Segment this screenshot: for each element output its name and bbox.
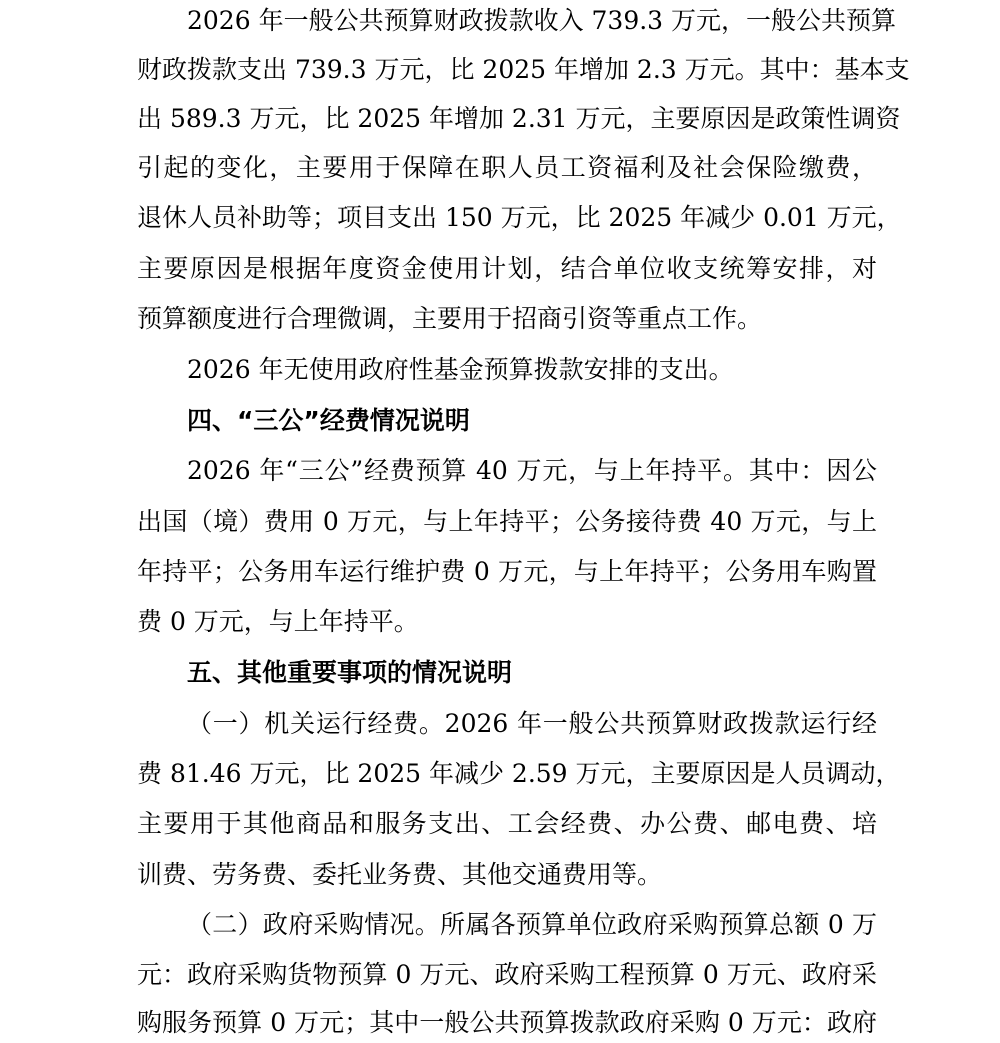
text-line: 出 589.3 万元，比 2025 年增加 2.31 万元，主要原因是政策性调资 (137, 104, 901, 133)
text-line: 购服务预算 0 万元；其中一般公共预算拨款政府采购 0 万元：政府 (137, 1008, 877, 1037)
text-line: 费 0 万元，与上年持平。 (137, 607, 419, 636)
text-line: 预算额度进行合理微调，主要用于招商引资等重点工作。 (137, 304, 763, 333)
text-line: 年持平；公务用车运行维护费 0 万元，与上年持平；公务用车购置 (137, 557, 877, 586)
text-line: （一）机关运行经费。2026 年一般公共预算财政拨款运行经 (187, 709, 877, 738)
section-heading-other-matters: 五、其他重要事项的情况说明 (187, 658, 513, 687)
text-line: 主要用于其他商品和服务支出、工会经费、办公费、邮电费、培 (137, 809, 877, 838)
text-line: （二）政府采购情况。所属各预算单位政府采购预算总额 0 万 (187, 910, 877, 939)
text-line: 2026 年一般公共预算财政拨款收入 739.3 万元，一般公共预算 (187, 6, 897, 35)
text-line: 退休人员补助等；项目支出 150 万元，比 2025 年减少 0.01 万元， (137, 203, 902, 232)
text-line: 训费、劳务费、委托业务费、其他交通费用等。 (137, 860, 663, 889)
text-line: 主要原因是根据年度资金使用计划，结合单位收支统筹安排，对 (137, 254, 877, 283)
text-line: 费 81.46 万元，比 2025 年减少 2.59 万元，主要原因是人员调动， (137, 759, 901, 788)
section-heading-three-public-expenses: 四、“三公”经费情况说明 (187, 406, 470, 435)
text-line: 财政拨款支出 739.3 万元，比 2025 年增加 2.3 万元。其中：基本支 (137, 55, 910, 84)
text-line: 元：政府采购货物预算 0 万元、政府采购工程预算 0 万元、政府采 (137, 960, 877, 989)
text-line: 出国（境）费用 0 万元，与上年持平；公务接待费 40 万元，与上 (137, 507, 877, 536)
text-line: 2026 年“三公”经费预算 40 万元，与上年持平。其中：因公 (187, 456, 877, 485)
text-line: 2026 年无使用政府性基金预算拨款安排的支出。 (187, 355, 734, 384)
text-line: 引起的变化，主要用于保障在职人员工资福利及社会保险缴费， (137, 153, 877, 182)
